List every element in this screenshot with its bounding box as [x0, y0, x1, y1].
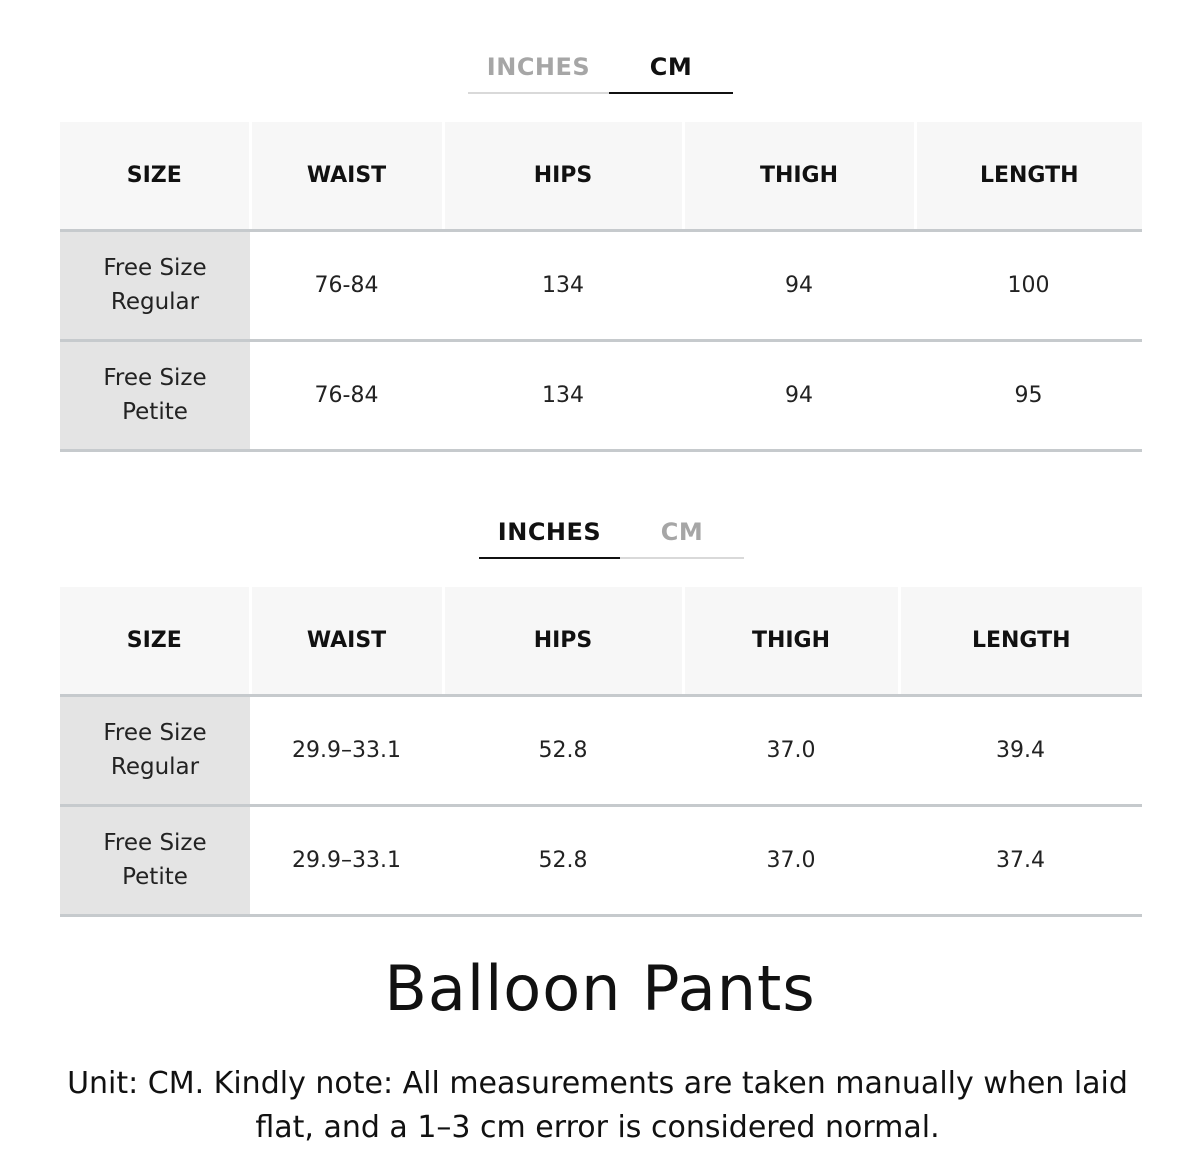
size-line-2: Petite [122, 399, 188, 425]
header-length: LENGTH [915, 122, 1142, 230]
table-header-row [60, 122, 1142, 230]
thigh-cell: 37.0 [683, 805, 899, 915]
tab-inches[interactable]: INCHES [479, 507, 620, 559]
header-hips: HIPS [443, 122, 683, 230]
tab-cm[interactable]: CM [609, 42, 733, 94]
size-cell [60, 695, 250, 805]
header-size: SIZE [60, 122, 250, 230]
header-thigh: THIGH [683, 587, 899, 695]
size-line-1: Free Size [103, 830, 207, 856]
header-size: SIZE [60, 587, 250, 695]
size-line-1: Free Size [103, 255, 207, 281]
unit-tabs-inches-section [479, 507, 744, 559]
waist-cell: 76-84 [250, 230, 443, 340]
hips-cell: 134 [443, 230, 683, 340]
waist-cell: 76-84 [250, 340, 443, 450]
thigh-cell: 94 [683, 340, 915, 450]
thigh-cell: 37.0 [683, 695, 899, 805]
header-thigh: THIGH [683, 122, 915, 230]
header-waist: WAIST [250, 122, 443, 230]
table-header-row [60, 587, 1142, 695]
table-row [60, 340, 1142, 450]
header-hips: HIPS [443, 587, 683, 695]
size-line-2: Regular [110, 754, 200, 780]
size-table-inches [60, 587, 1142, 917]
header-waist: WAIST [250, 587, 443, 695]
tab-inches[interactable]: INCHES [468, 42, 609, 94]
waist-cell: 29.9–33.1 [250, 695, 443, 805]
length-cell: 95 [915, 340, 1142, 450]
hips-cell: 52.8 [443, 805, 683, 915]
size-line-1: Free Size [103, 365, 207, 391]
size-cell [60, 230, 250, 340]
tab-cm[interactable]: CM [620, 507, 744, 559]
size-line-1: Free Size [103, 720, 207, 746]
unit-tabs-cm-section [468, 42, 733, 94]
size-table-cm [60, 122, 1142, 452]
hips-cell: 134 [443, 340, 683, 450]
table-row [60, 695, 1142, 805]
length-cell: 39.4 [899, 695, 1142, 805]
table-row [60, 230, 1142, 340]
table-row [60, 805, 1142, 915]
size-cell [60, 805, 250, 915]
length-cell: 100 [915, 230, 1142, 340]
header-length: LENGTH [899, 587, 1142, 695]
length-cell: 37.4 [899, 805, 1142, 915]
size-cell [60, 340, 250, 450]
size-line-2: Petite [122, 864, 188, 890]
product-title: Balloon Pants [384, 952, 816, 1025]
measurement-note: Unit: CM. Kindly note: All measurements are taken manually when laid flat, and a 1–3 cm error is considered normal. [67, 1066, 1128, 1145]
waist-cell: 29.9–33.1 [250, 805, 443, 915]
hips-cell: 52.8 [443, 695, 683, 805]
thigh-cell: 94 [683, 230, 915, 340]
size-line-2: Regular [110, 289, 200, 315]
